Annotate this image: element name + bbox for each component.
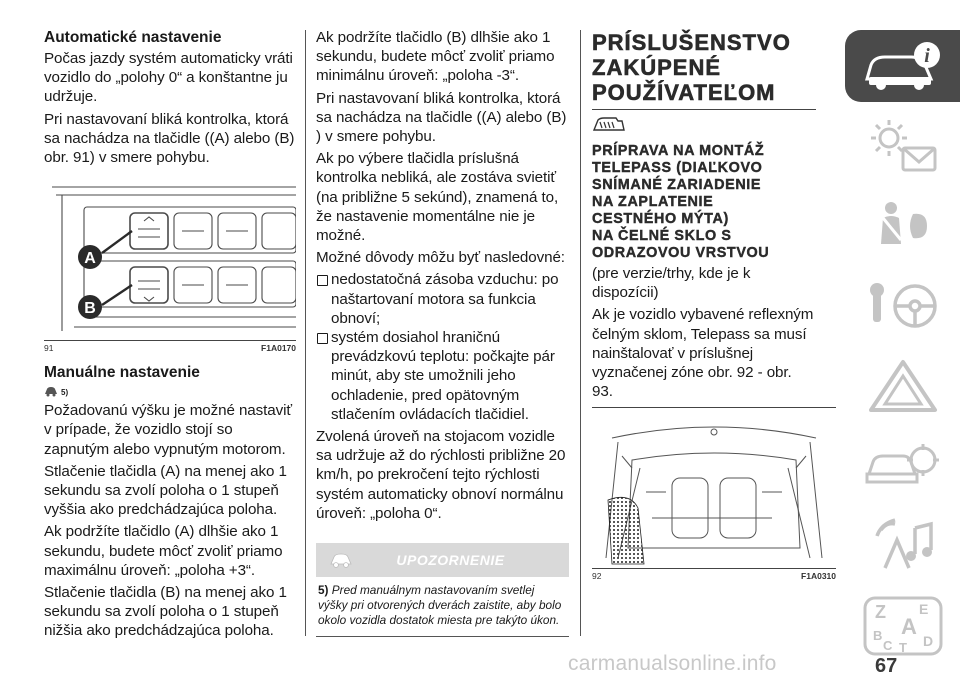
tab-maintenance[interactable] bbox=[845, 430, 960, 502]
tab-starting-driving[interactable] bbox=[845, 270, 960, 342]
paragraph: Zvolená úroveň na stojacom vozidle sa udržuje až do rýchlosti približne 20 km/h, po prekročení tejto rýchlosti systém automaticky obnoví normálnu úroveň: „poloha 0“. bbox=[316, 428, 566, 522]
paragraph: Stlačenie tlačidla (A) na menej ako 1 sekundu sa zvolí poloha o 1 stupeň vyššia ako predchádzajúca poloha. bbox=[44, 462, 287, 519]
warning-number: 5) bbox=[318, 583, 329, 598]
heading-manual-setting: Manuálne nastavenie bbox=[44, 364, 200, 382]
tab-car-knowledge[interactable] bbox=[845, 30, 960, 102]
label-a: A bbox=[84, 250, 96, 268]
car-info-icon bbox=[861, 39, 945, 93]
paragraph: Ak podržíte tlačidlo (A) dlhšie ako 1 sekundu, budete môcť zvoliť priamo maximálnu úroveň: „poloha +3“. bbox=[44, 523, 283, 579]
label-b: B bbox=[84, 300, 96, 318]
column-right bbox=[592, 30, 836, 591]
index-letter: Z bbox=[874, 602, 886, 622]
heading-automatic-setting: Automatické nastavenie bbox=[44, 29, 222, 46]
subtitle-line: ODRAZOVOU VRSTVOU bbox=[592, 245, 770, 261]
column-divider bbox=[580, 30, 581, 636]
paragraph: (pre verzie/trhy, kde je k dispozícii) bbox=[592, 265, 751, 302]
telepass-zone bbox=[608, 498, 644, 565]
suspension-buttons-illustration bbox=[44, 181, 296, 341]
car-warning-icon bbox=[44, 385, 58, 397]
paragraph: Možné dôvody môžu byť nasledovné: bbox=[316, 249, 565, 267]
figure-code: F1A0310 bbox=[801, 571, 836, 582]
paragraph: Pri nastavovaní bliká kontrolka, ktorá sa nachádza na tlačidle ((A) alebo (B) ) v smere pohybu. bbox=[316, 89, 567, 146]
index-letter: T bbox=[898, 640, 907, 655]
list-item: nedostatočná zásoba vzduchu: po naštartovaní motora sa funkcia obnoví; bbox=[316, 270, 569, 328]
column-left bbox=[44, 28, 296, 644]
index-letter: B bbox=[872, 628, 882, 643]
warning-body bbox=[316, 577, 569, 637]
paragraph: Ak je vozidlo vybavené reflexným čelným sklom, Telepass sa musí nainštalovať v príslušnej vyznačenej zóne obr. 92 - obr. 93. bbox=[592, 306, 814, 401]
title-rule bbox=[592, 109, 816, 110]
paragraph: Ak po výbere tlačidla príslušná kontrolka nebliká, ale zostáva svietiť (na približne 5 sekúnd), znamená to, že nastavenie momentálne nie je možné. bbox=[316, 150, 559, 245]
index-letter: D bbox=[922, 633, 933, 649]
chapter-tabs bbox=[845, 30, 960, 670]
figure-92 bbox=[592, 407, 836, 569]
tab-multimedia[interactable] bbox=[845, 510, 960, 582]
column-middle bbox=[316, 28, 569, 637]
warning-title: UPOZORNENIE bbox=[396, 552, 505, 569]
tab-index[interactable] bbox=[845, 590, 960, 662]
subsection-title bbox=[592, 143, 816, 262]
dashboard-lights-icon bbox=[861, 116, 945, 176]
alphabetical-index-icon bbox=[861, 594, 945, 658]
figure-91 bbox=[44, 181, 296, 341]
seatbelt-airbag-icon bbox=[861, 196, 945, 256]
tab-dashboard[interactable] bbox=[845, 110, 960, 182]
figure-91-caption bbox=[44, 343, 296, 353]
subtitle-line: NA ČELNÉ SKLO S bbox=[592, 228, 732, 244]
subtitle-line: SNÍMANÉ ZARIADENIE bbox=[592, 177, 762, 193]
warning-text: Pred manuálnym nastavovaním svetlej výšky pri otvorených dverách zaistite, aby bolo okolo vozidla dostatok miesta pre takýto úkon. bbox=[318, 583, 562, 628]
telepass-accessory-icon bbox=[592, 116, 628, 132]
subtitle-line: CESTNÉHO MÝTA) bbox=[592, 211, 729, 227]
watermark: carmanualsonline.info bbox=[568, 652, 777, 675]
title-line: ZAKÚPENÉ bbox=[592, 55, 722, 80]
index-letter: C bbox=[882, 638, 892, 653]
paragraph: Stlačenie tlačidla (B) na menej ako 1 sekundu sa zvolí poloha o 1 stupeň nižšia ako predchádzajúca poloha. bbox=[44, 584, 287, 640]
tab-emergency[interactable] bbox=[845, 350, 960, 422]
figure-code: F1A0170 bbox=[261, 343, 296, 354]
paragraph: Počas jazdy systém automaticky vráti vozidlo do „polohy 0“ a konštantne ju udržuje. bbox=[44, 50, 293, 106]
warning-triangle-icon bbox=[861, 356, 945, 416]
svg-text:i: i bbox=[923, 45, 930, 67]
page-number: 67 bbox=[875, 655, 898, 677]
steering-key-icon bbox=[861, 276, 945, 336]
subtitle-line: PRÍPRAVA NA MONTÁŽ bbox=[592, 143, 765, 159]
paragraph: Ak podržíte tlačidlo (B) dlhšie ako 1 sekundu, budete môcť zvoliť priamo minimálnu úroveň: „poloha -3“. bbox=[316, 29, 555, 85]
paragraph: Pri nastavovaní bliká kontrolka, ktorá sa nachádza na tlačidle ((A) alebo (B) obr. 91) v smere pohybu. bbox=[44, 110, 295, 167]
warning-header bbox=[316, 543, 569, 577]
subtitle-line: TELEPASS (DIAĽKOVO bbox=[592, 160, 763, 176]
index-letter: E bbox=[918, 601, 928, 617]
column-divider bbox=[305, 30, 306, 636]
car-service-icon bbox=[861, 436, 945, 496]
tab-safety[interactable] bbox=[845, 190, 960, 262]
section-title bbox=[592, 30, 816, 105]
figure-92-caption bbox=[592, 571, 836, 581]
subtitle-line: NA ZAPLATENIE bbox=[592, 194, 714, 210]
figure-number: 91 bbox=[44, 343, 54, 354]
multimedia-icon bbox=[861, 516, 945, 576]
windshield-telepass-illustration bbox=[592, 408, 836, 570]
reasons-list bbox=[316, 270, 569, 424]
warning-reference bbox=[44, 384, 296, 397]
list-item: systém dosiahol hraničnú prevádzkovú teplotu: počkajte pár minút, aby ste umožnili jeho ochladenie, pred opätovným stlačením ovládacích tlačidiel. bbox=[316, 328, 569, 424]
car-warning-icon bbox=[330, 551, 352, 569]
title-line: POUŽÍVATEĽOM bbox=[592, 80, 776, 105]
figure-number: 92 bbox=[592, 571, 602, 582]
reference-mark: 5) bbox=[61, 388, 69, 398]
title-line: PRÍSLUŠENSTVO bbox=[592, 30, 791, 55]
index-letter: A bbox=[900, 614, 917, 639]
paragraph: Požadovanú výšku je možné nastaviť v prípade, že vozidlo stojí so zapnutým alebo vypnutým motorom. bbox=[44, 402, 292, 458]
